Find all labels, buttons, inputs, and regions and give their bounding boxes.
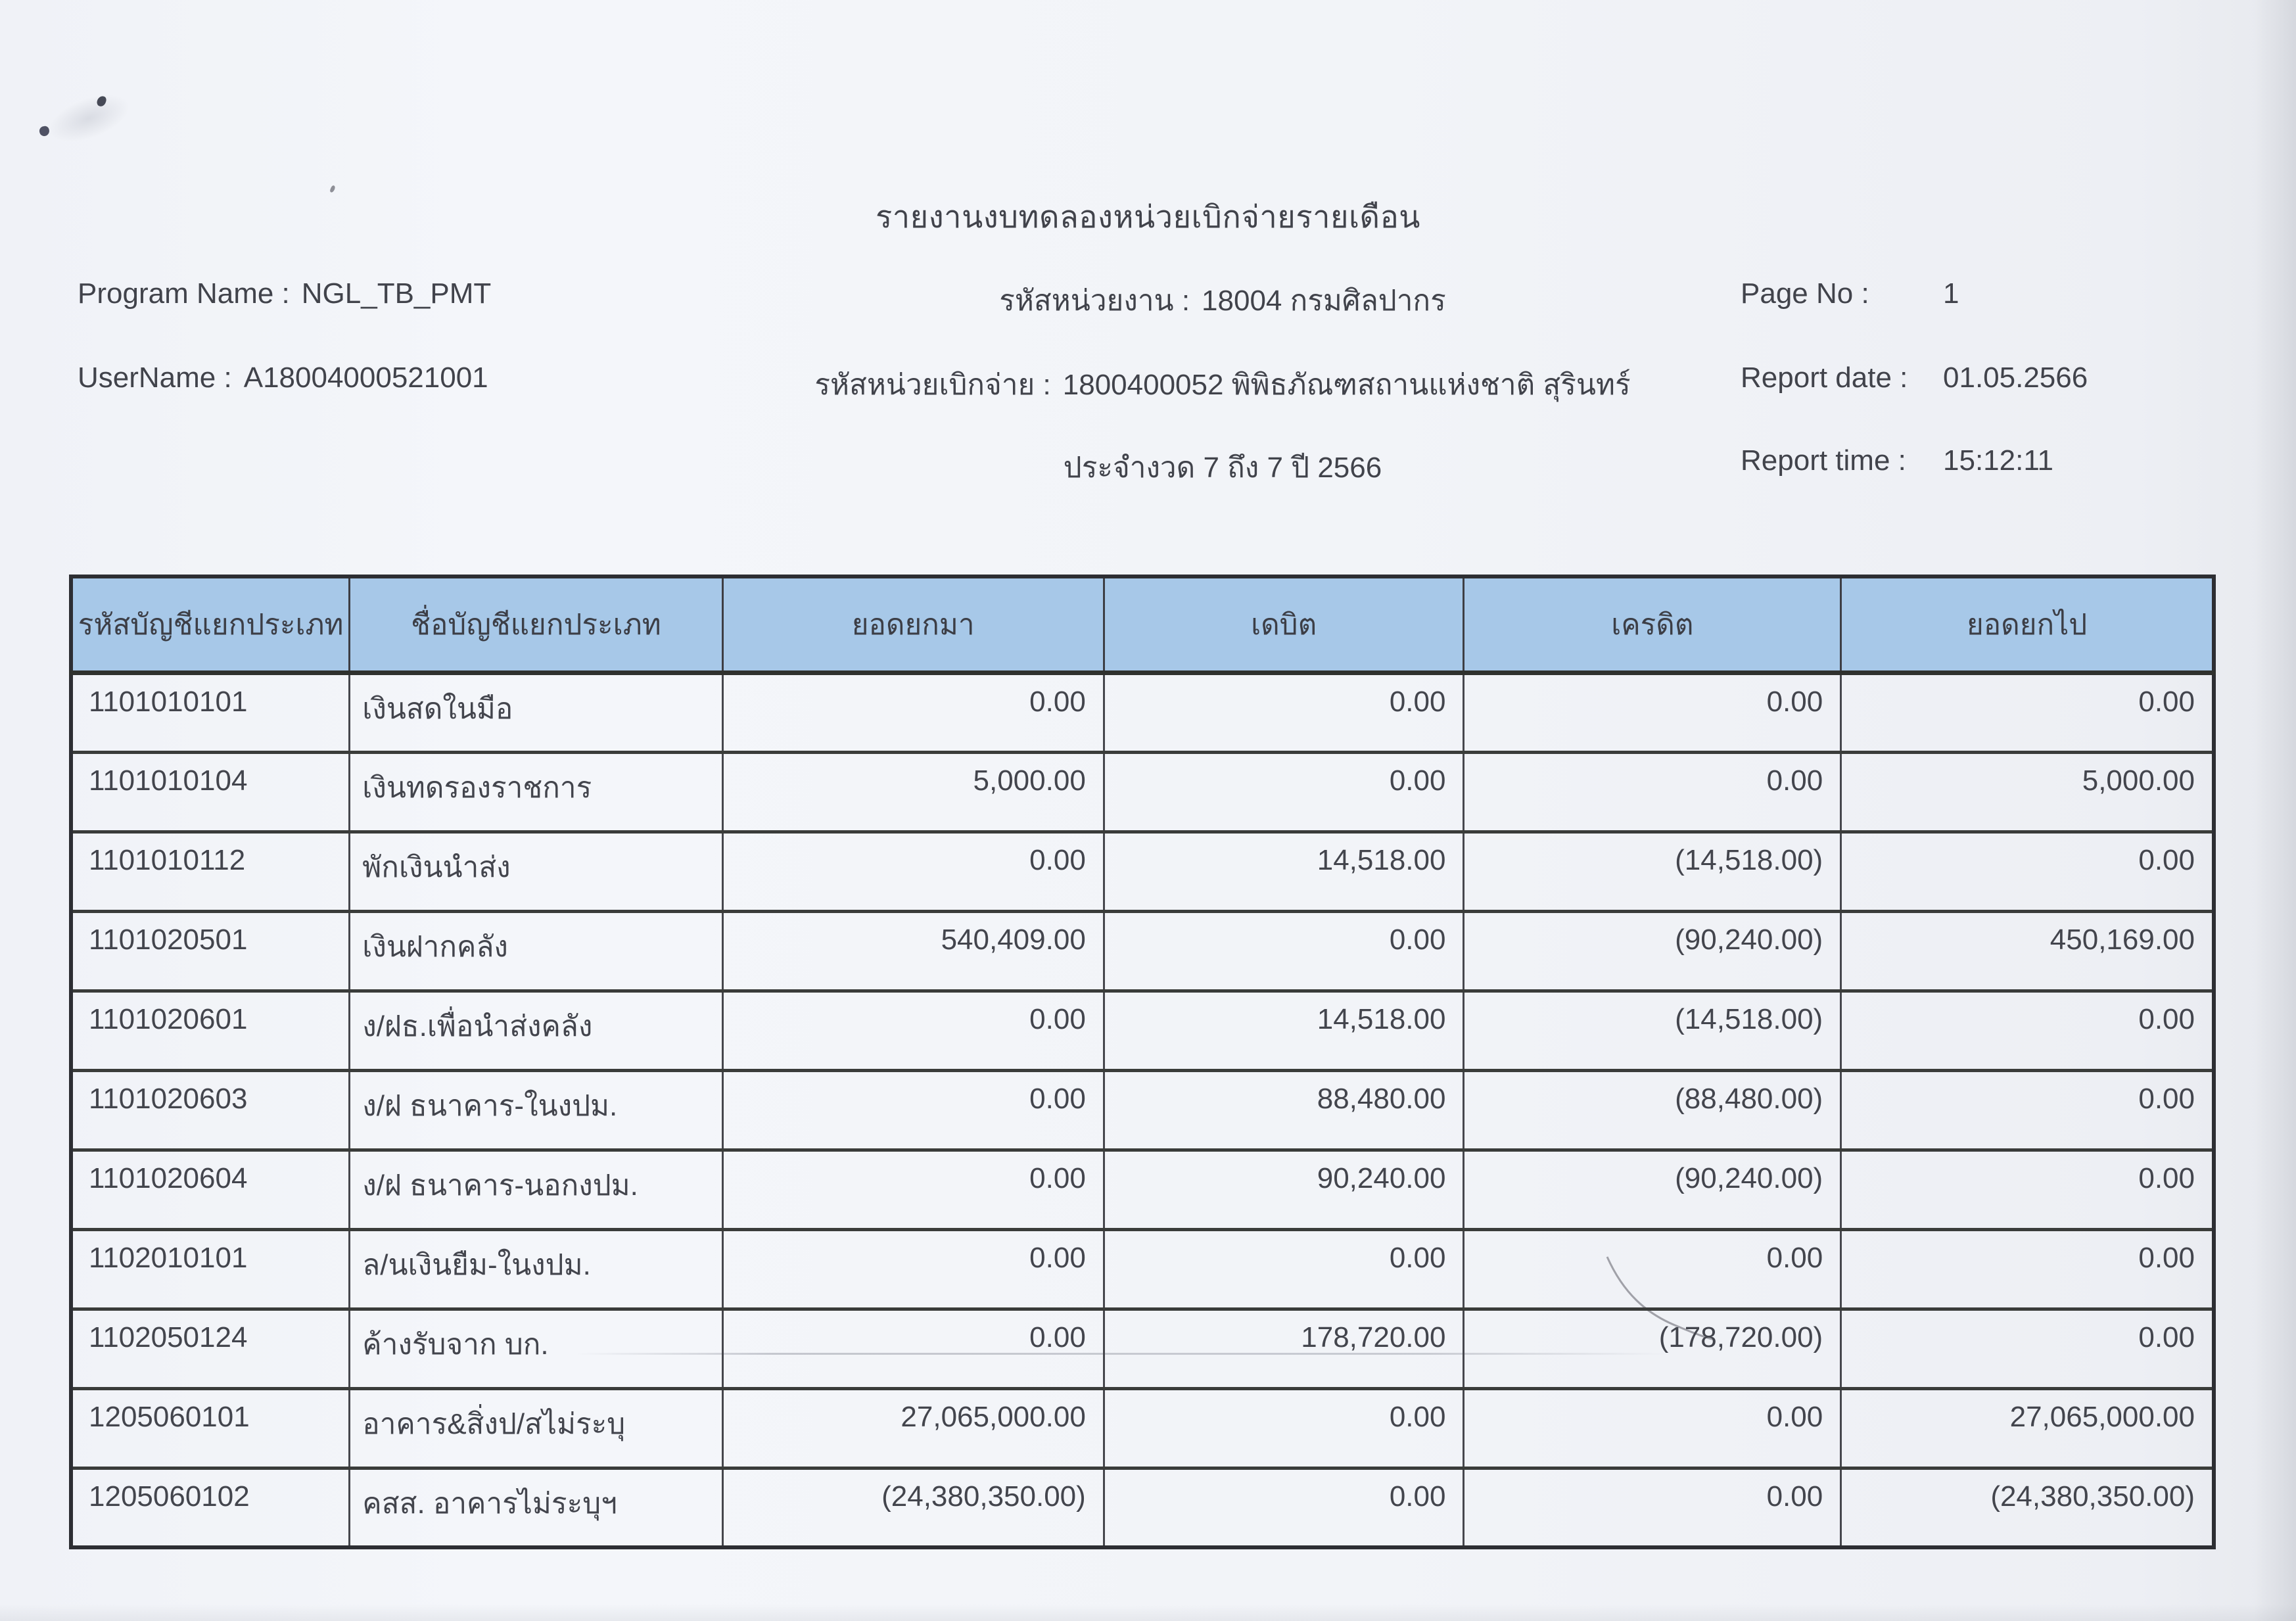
debit-cell: 0.00: [1104, 1468, 1464, 1547]
balance-carried-forward-cell: 0.00: [1841, 991, 2214, 1070]
debit-cell: 0.00: [1104, 752, 1464, 832]
debit-cell: 14,518.00: [1104, 991, 1464, 1070]
col-header-credit: เครดิต: [1464, 576, 1841, 672]
col-header-account-name: ชื่อบัญชีแยกประเภท: [350, 576, 722, 672]
balance-carried-forward-cell: 0.00: [1841, 672, 2214, 752]
account-name-cell: คสส. อาคารไม่ระบุฯ: [350, 1468, 722, 1547]
col-header-debit: เดบิต: [1104, 576, 1464, 672]
report-time-label: Report time :: [1741, 444, 1906, 477]
table-row: [71, 1309, 2214, 1388]
balance-carried-forward-cell: 0.00: [1841, 1309, 2214, 1388]
credit-cell: 0.00: [1464, 1229, 1841, 1309]
table-row: [71, 1468, 2214, 1547]
username-label: UserName :: [78, 362, 232, 394]
account-code-cell: 1101010112: [71, 832, 350, 911]
col-header-balance-carried-forward: ยอดยกไป: [1841, 576, 2214, 672]
balance-carried-forward-cell: 27,065,000.00: [1841, 1388, 2214, 1468]
account-code-cell: 1102010101: [71, 1229, 350, 1309]
debit-cell: 14,518.00: [1104, 832, 1464, 911]
account-code-cell: 1101020604: [71, 1150, 350, 1229]
table-row: [71, 672, 2214, 752]
balance-brought-forward-cell: 5,000.00: [722, 752, 1104, 832]
debit-cell: 88,480.00: [1104, 1070, 1464, 1150]
table-row: [71, 991, 2214, 1070]
debit-cell: 0.00: [1104, 672, 1464, 752]
disbursing-unit-label: รหัสหน่วยเบิกจ่าย :: [814, 369, 1051, 401]
col-header-balance-brought-forward: ยอดยกมา: [722, 576, 1104, 672]
account-name-cell: เงินสดในมือ: [350, 672, 722, 752]
balance-brought-forward-cell: 0.00: [722, 1229, 1104, 1309]
account-code-cell: 1205060101: [71, 1388, 350, 1468]
account-name-cell: พักเงินนำส่ง: [350, 832, 722, 911]
table-row: [71, 1229, 2214, 1309]
period-value: ประจำงวด 7 ถึง 7 ปี 2566: [1063, 452, 1382, 484]
account-name-cell: เงินฝากคลัง: [350, 911, 722, 991]
account-name-cell: ง/ฝธ.เพื่อนำส่งคลัง: [350, 991, 722, 1070]
balance-carried-forward-cell: 0.00: [1841, 1150, 2214, 1229]
balance-brought-forward-cell: 0.00: [722, 991, 1104, 1070]
debit-cell: 178,720.00: [1104, 1309, 1464, 1388]
balance-carried-forward-cell: 0.00: [1841, 832, 2214, 911]
account-name-cell: ง/ฝ ธนาคาร-ในงปม.: [350, 1070, 722, 1150]
account-code-cell: 1102050124: [71, 1309, 350, 1388]
username-line: [78, 362, 488, 394]
username-value: A18004000521001: [243, 362, 488, 394]
balance-carried-forward-cell: (24,380,350.00): [1841, 1468, 2214, 1547]
credit-cell: (14,518.00): [1464, 991, 1841, 1070]
debit-cell: 0.00: [1104, 1229, 1464, 1309]
balance-brought-forward-cell: 0.00: [722, 1070, 1104, 1150]
scan-smudge-artifact: [42, 85, 136, 152]
table-header-row: [71, 576, 2214, 672]
account-name-cell: ค้างรับจาก บก.: [350, 1309, 722, 1388]
account-code-cell: 1101010101: [71, 672, 350, 752]
table-row: [71, 911, 2214, 991]
debit-cell: 0.00: [1104, 1388, 1464, 1468]
account-code-cell: 1101020603: [71, 1070, 350, 1150]
page-no-line: [1741, 277, 1959, 310]
report-time-value: 15:12:11: [1943, 444, 2054, 477]
paper-edge-shadow: [2254, 0, 2296, 1621]
account-name-cell: ง/ฝ ธนาคาร-นอกงปม.: [350, 1150, 722, 1229]
period-line: [684, 444, 1762, 490]
balance-brought-forward-cell: 0.00: [722, 1150, 1104, 1229]
balance-brought-forward-cell: (24,380,350.00): [722, 1468, 1104, 1547]
paper-edge-shadow: [0, 1604, 2296, 1621]
account-name-cell: อาคาร&สิ่งป/สไม่ระบุ: [350, 1388, 722, 1468]
col-header-account-code: รหัสบัญชีแยกประเภท: [71, 576, 350, 672]
account-code-cell: 1205060102: [71, 1468, 350, 1547]
table-row: [71, 1388, 2214, 1468]
account-code-cell: 1101020601: [71, 991, 350, 1070]
credit-cell: 0.00: [1464, 1468, 1841, 1547]
program-name-value: NGL_TB_PMT: [301, 277, 492, 310]
report-title: รายงานงบทดลองหน่วยเบิกจ่ายรายเดือน: [876, 199, 1420, 234]
account-name-cell: ล/นเงินยืม-ในงปม.: [350, 1229, 722, 1309]
credit-cell: (90,240.00): [1464, 1150, 1841, 1229]
credit-cell: (90,240.00): [1464, 911, 1841, 991]
debit-cell: 90,240.00: [1104, 1150, 1464, 1229]
balance-carried-forward-cell: 5,000.00: [1841, 752, 2214, 832]
program-name-label: Program Name :: [78, 277, 290, 310]
balance-brought-forward-cell: 27,065,000.00: [722, 1388, 1104, 1468]
agency-code-line: [684, 277, 1762, 323]
balance-brought-forward-cell: 540,409.00: [722, 911, 1104, 991]
trial-balance-table: [69, 575, 2216, 1549]
account-code-cell: 1101020501: [71, 911, 350, 991]
report-date-value: 01.05.2566: [1943, 362, 2088, 394]
page-no-label: Page No :: [1741, 277, 1869, 310]
page-no-value: 1: [1943, 277, 1959, 310]
balance-brought-forward-cell: 0.00: [722, 832, 1104, 911]
account-name-cell: เงินทดรองราชการ: [350, 752, 722, 832]
program-name-line: [78, 277, 491, 310]
agency-code-label: รหัสหน่วยงาน :: [999, 285, 1190, 317]
report-date-line: [1741, 362, 2088, 394]
report-date-label: Report date :: [1741, 362, 1908, 394]
disbursing-unit-line: [684, 362, 1762, 408]
credit-cell: 0.00: [1464, 672, 1841, 752]
balance-carried-forward-cell: 0.00: [1841, 1070, 2214, 1150]
credit-cell: 0.00: [1464, 1388, 1841, 1468]
account-code-cell: 1101010104: [71, 752, 350, 832]
table-row: [71, 1070, 2214, 1150]
balance-carried-forward-cell: 450,169.00: [1841, 911, 2214, 991]
balance-brought-forward-cell: 0.00: [722, 672, 1104, 752]
table-row: [71, 832, 2214, 911]
debit-cell: 0.00: [1104, 911, 1464, 991]
balance-brought-forward-cell: 0.00: [722, 1309, 1104, 1388]
agency-code-value: 18004 กรมศิลปากร: [1202, 285, 1446, 317]
report-time-line: [1741, 444, 2053, 477]
credit-cell: (178,720.00): [1464, 1309, 1841, 1388]
balance-carried-forward-cell: 0.00: [1841, 1229, 2214, 1309]
table-row: [71, 752, 2214, 832]
credit-cell: (14,518.00): [1464, 832, 1841, 911]
table-row: [71, 1150, 2214, 1229]
credit-cell: (88,480.00): [1464, 1070, 1841, 1150]
disbursing-unit-value: 1800400052 พิพิธภัณฑสถานแห่งชาติ สุรินทร์: [1062, 369, 1631, 401]
credit-cell: 0.00: [1464, 752, 1841, 832]
